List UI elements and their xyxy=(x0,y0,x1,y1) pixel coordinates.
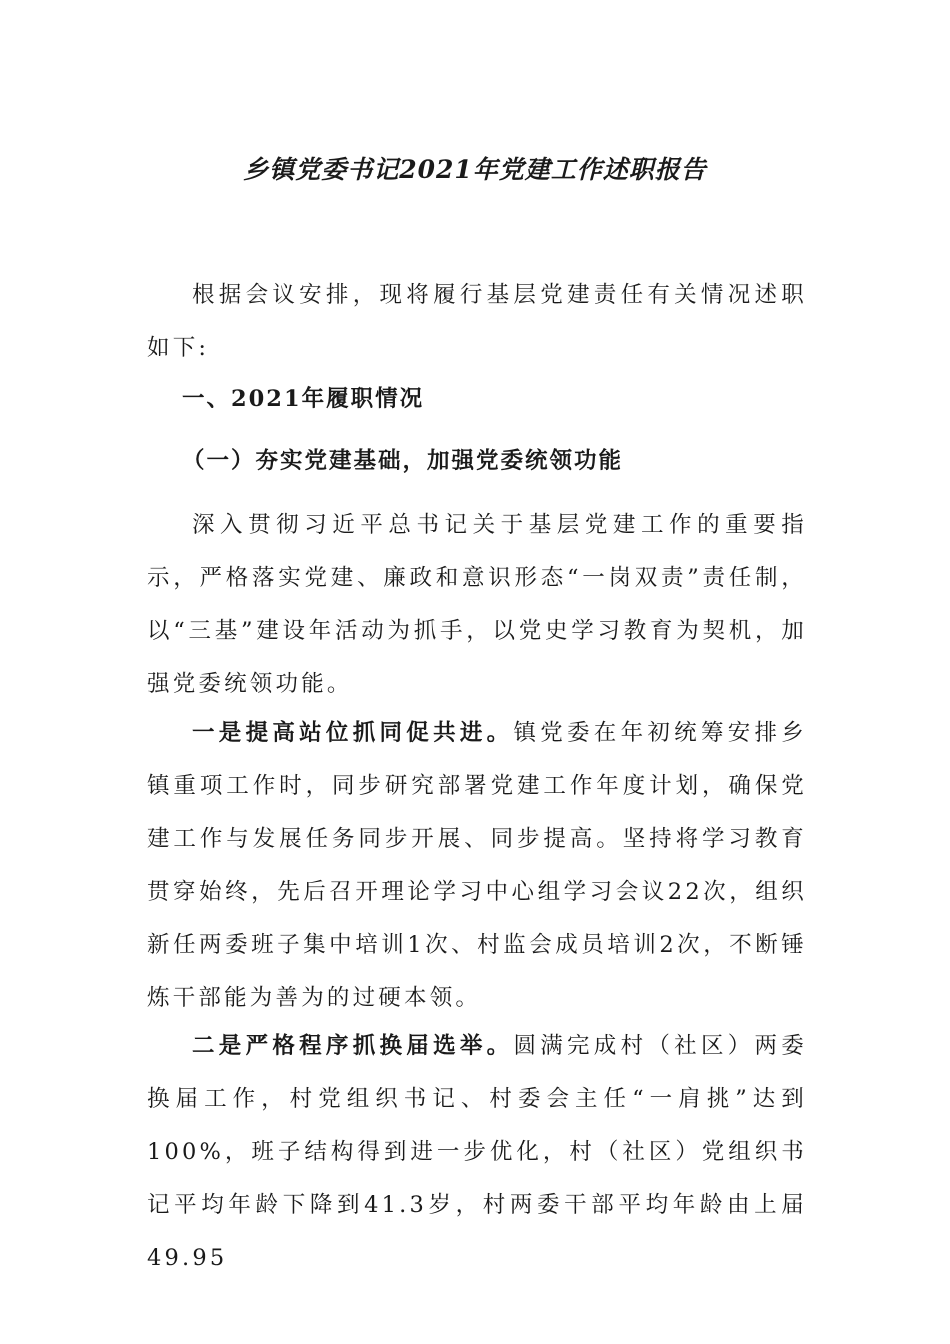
document-title: 乡镇党委书记2021年党建工作述职报告 xyxy=(243,155,707,184)
point-text-1: 镇党委在年初统筹安排乡镇重项工作时，同步研究部署党建工作年度计划，确保党建工作与发展任务同步开展、同步提高。坚持将学习教育贯穿始终，先后召开理论学习中心组学习会议22次，组织新任两委班子集中培训1次、村监会成员培训2次，不断锤炼干部能为善为的过硬本领。 xyxy=(147,720,807,1011)
point-lead-1: 一是提高站位抓同促共进。 xyxy=(192,720,514,746)
point-text-2: 圆满完成村（社区）两委换届工作，村党组织书记、村委会主任“一肩挑”达到100%，班子结构得到进一步优化，村（社区）党组织书记平均年龄下降到41.3岁，村两委干部平均年龄由上届49.95 xyxy=(147,1033,807,1271)
point-lead-2: 二是严格程序抓换届选举。 xyxy=(192,1033,514,1059)
intro-paragraph: 根据会议安排，现将履行基层党建责任有关情况述职如下: xyxy=(147,282,807,361)
section-heading: 一、2021年履职情况 xyxy=(182,386,425,412)
body-paragraph: 深入贯彻习近平总书记关于基层党建工作的重要指示，严格落实党建、廉政和意识形态“一岗双责”责任制，以“三基”建设年活动为抓手，以党史学习教育为契机，加强党委统领功能。 xyxy=(147,512,807,697)
point-paragraph-1 xyxy=(147,707,807,1025)
point-paragraph-2 xyxy=(147,1020,807,1285)
subsection-heading: （一）夯实党建基础，加强党委统领功能 xyxy=(182,448,624,474)
